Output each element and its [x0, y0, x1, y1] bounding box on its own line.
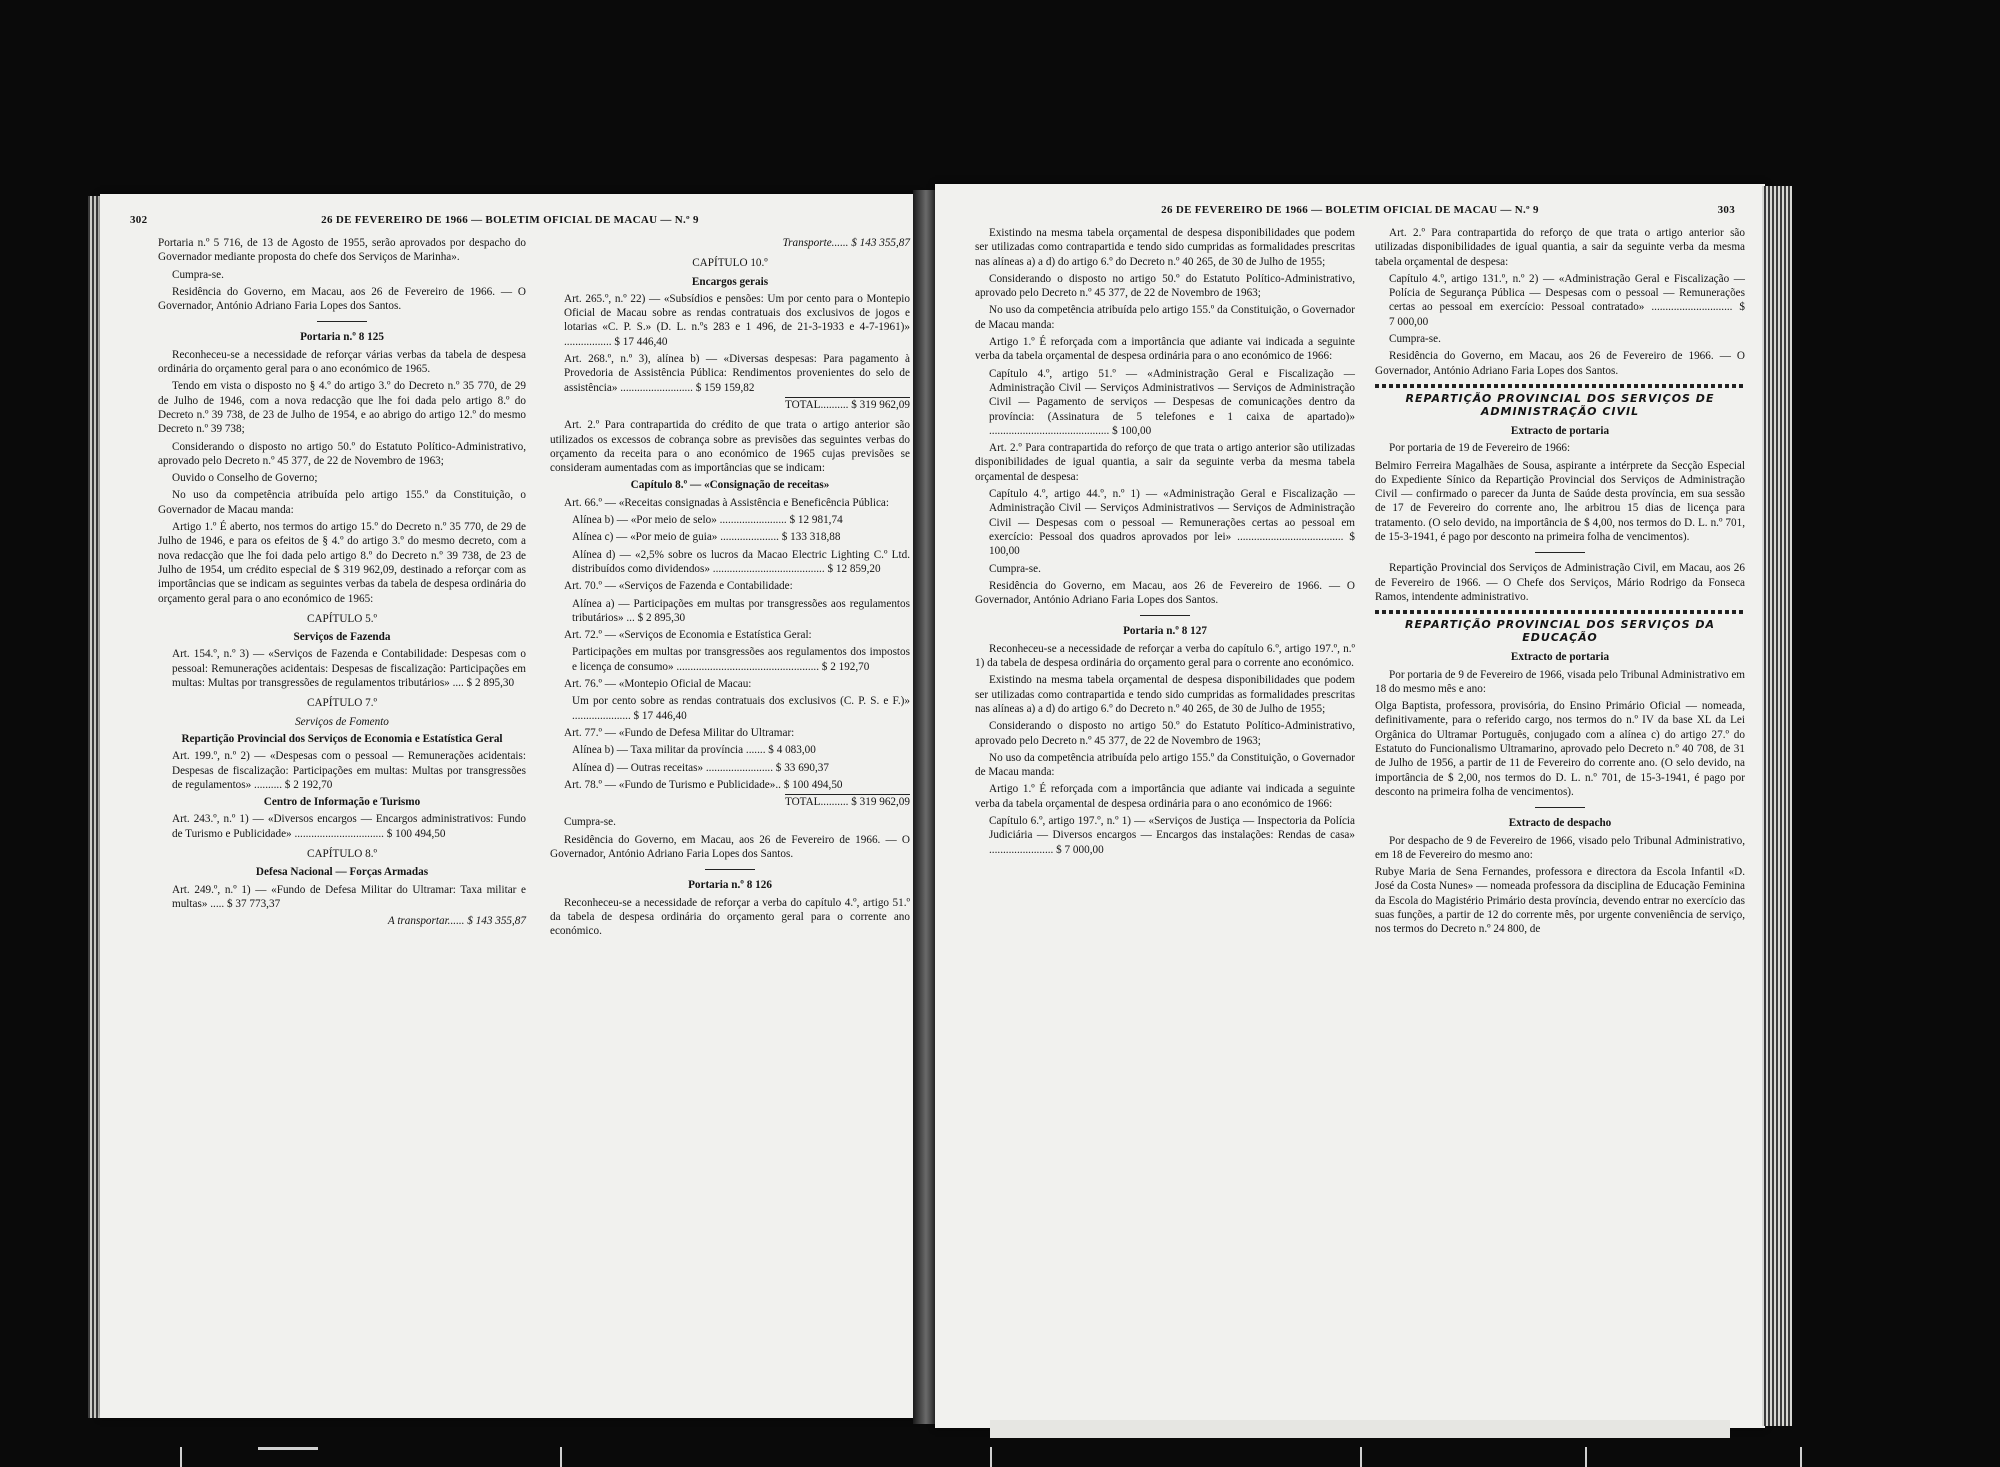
paragraph: Existindo na mesma tabela orçamental de despesa disponibilidades que podem ser utilizadas como contrapartida e tendo sido cumpridas as formalidades prescritas nas alíneas a) a d) do artigo 6.º do Decreto n.º 40 265, de 30 de Julho de 1955;: [975, 674, 1355, 715]
paragraph: Ouvido o Conselho de Governo;: [172, 472, 318, 485]
budget-item: Capítulo 4.º, artigo 44.º, n.º 1) — «Administração Geral e Fiscalização — Administração Civil — Serviços Administrativos — Serviços de Administração Civil — Despesas com o pessoal — Remunerações certas ao pessoal em exercício: Pessoal dos quadros aprovados por lei» ...................................... $ 100,00: [989, 488, 1355, 558]
scan-mark: [258, 1447, 318, 1450]
budget-item: Participações em multas por transgressões aos regulamentos dos impostos e licença de consumo» ................................................... $ 2 192,70: [572, 646, 910, 673]
divider: [1140, 615, 1190, 616]
budget-item: Alínea d) — Outras receitas» ........................ $ 33 690,37: [572, 761, 829, 774]
budget-item: Alínea c) — «Por meio de guia» ..................... $ 133 318,88: [572, 531, 841, 544]
left-page: [100, 194, 920, 1418]
section-heading: Repartição Provincial dos Serviços de Economia e Estatística Geral: [181, 732, 503, 745]
paragraph: No uso da competência atribuída pelo artigo 155.º da Constituição, o Governador de Macau manda:: [975, 751, 1355, 779]
paragraph: Residência do Governo, em Macau, aos 26 de Fevereiro de 1966. — O Governador, António Adriano Faria Lopes dos Santos.: [550, 833, 910, 860]
section-heading: Centro de Informação e Turismo: [263, 796, 421, 809]
paragraph: Portaria n.º 5 716, de 13 de Agosto de 1955, serão aprovados por despacho do Governador mediante proposta do chefe dos Serviços de Marinha».: [158, 237, 526, 264]
paragraph: Reconheceu-se a necessidade de reforçar a verba do capítulo 6.º, artigo 197.º, n.º 1) da tabela de despesa ordinária do orçamento geral para o corrente ano económico.: [975, 642, 1355, 670]
paragraph: Existindo na mesma tabela orçamental de despesa disponibilidades que podem ser utilizadas como contrapartida e tendo sido cumpridas as formalidades prescritas nas alíneas a) a d) do artigo 6.º do Decreto n.º 40 265, de 30 de Julho de 1955;: [975, 227, 1355, 268]
budget-item: Alínea d) — «2,5% sobre os lucros da Macao Electric Lighting C.º Ltd. distribuídos como dividendos» ........................................ $ 12 859,20: [572, 548, 910, 575]
scan-mark: [990, 1447, 992, 1467]
carried-over: Transporte...... $ 143 355,87: [782, 237, 910, 249]
extract-heading: Extracto de despacho: [1508, 817, 1612, 830]
paragraph: Cumpra-se.: [989, 562, 1041, 575]
paragraph: Art. 66.º — «Receitas consignadas à Assistência e Beneficência Pública:: [564, 496, 890, 509]
paragraph: Art. 2.º Para contrapartida do crédito de que trata o artigo anterior são utilizados os excessos de cobrança sobre as previsões das seguintes verbas do orçamento da receita para o ano económico de 1965 cujas previsões se consideram aumentadas com as importâncias que se indicam:: [550, 419, 910, 475]
ornamental-divider: [1375, 384, 1745, 388]
paragraph: Rubye Maria de Sena Fernandes, professora e directora da Escola Infantil «D. José da Costa Nunes» — nomeada professora da disciplina de Educação Feminina da Escola do Magistério Primário desta província, devendo entrar no exercício das suas funções, a partir de 12 do corrente mês, por urgente conveniência de serviço, nos termos do Decreto n.º 24 800, de: [1375, 866, 1745, 936]
paragraph: Art. 70.º — «Serviços de Fazenda e Contabilidade:: [564, 580, 793, 593]
left-column-1: [158, 236, 526, 928]
paragraph: Olga Baptista, professora, provisória, do Ensino Primário Oficial — nomeada, definitivamente, para o referido cargo, nos termos do n.º IV da base XL da Lei Orgânica do Ultramar Português, conjugado com a alínea c) do artigo 27.º do Estatuto do Funcionalismo Ultramarino, aprovado pelo Decreto n.º 40 708, de 31 de Julho de 1956, a partir de 11 de Fevereiro do corrente ano. (O selo devido, na importância de $ 2,00, nos termos do D. L. n.º 701, de 15-3-1941, é pago por desconto na primeira folha de vencimentos).: [1375, 700, 1745, 798]
divider: [1535, 807, 1585, 808]
chapter-subheading: Serviços de Fazenda: [293, 631, 391, 644]
paragraph: Por despacho de 9 de Fevereiro de 1966, visado pelo Tribunal Administrativo, em 18 de Fevereiro do mesmo ano:: [1375, 834, 1745, 861]
page-number: 303: [1717, 204, 1735, 216]
paragraph: Considerando o disposto no artigo 50.º do Estatuto Político-Administrativo, aprovado pelo Decreto n.º 45 377, de 22 de Novembro de 1963;: [975, 720, 1355, 747]
paragraph: Residência do Governo, em Macau, aos 26 de Fevereiro de 1966. — O Governador, António Adriano Faria Lopes dos Santos.: [975, 579, 1355, 607]
page-number: 302: [130, 214, 148, 226]
paragraph: Tendo em vista o disposto no § 4.º do artigo 3.º do Decreto n.º 35 770, de 29 de Julho de 1946, com a nova redacção que lhe foi dada pelo artigo 8.º do Decreto n.º 39 738, de 23 de Julho de 1954, e ao abrigo do artigo 12.º do mesmo Decreto n.º 39 738;: [158, 380, 526, 436]
paragraph: Art. 72.º — «Serviços de Economia e Estatística Geral:: [564, 629, 812, 642]
scan-mark: [1800, 1447, 1802, 1467]
budget-item: Alínea b) — Taxa militar da província ....... $ 4 083,00: [572, 744, 816, 757]
right-book-edges: [1762, 186, 1792, 1426]
ornamental-divider: [1375, 610, 1745, 614]
department-heading: REPARTIÇÃO PROVINCIAL DOS SERVIÇOS DA EDUCAÇÃO: [1405, 618, 1715, 645]
total-line: TOTAL.......... $ 319 962,09: [784, 398, 910, 411]
chapter-heading: CAPÍTULO 10.º: [692, 257, 768, 270]
portaria-title: Portaria n.º 8 127: [1123, 625, 1207, 638]
portaria-title: Portaria n.º 8 125: [300, 331, 384, 344]
budget-item: Art. 249.º, n.º 1) — «Fundo de Defesa Militar do Ultramar: Taxa militar e multas» ..... $ 37 773,37: [172, 883, 526, 910]
paragraph: Art. 76.º — «Montepio Oficial de Macau:: [564, 678, 752, 691]
divider: [1535, 552, 1585, 553]
scan-mark: [1585, 1447, 1587, 1467]
chapter-subheading: Encargos gerais: [691, 275, 769, 288]
budget-item: Capítulo 4.º, artigo 51.º — «Administração Geral e Fiscalização — Administração Civil — Serviços Administrativos — Serviços de Administração Civil — Pagamento de serviços — Despesas de comunicações dentro da província: (Assinatura de 5 telefones e 1 caixa de apartado)» ........................................... $ 100,00: [989, 367, 1355, 437]
budget-item: Art. 199.º, n.º 2) — «Despesas com o pessoal — Remunerações acidentais: Despesas de fiscalização: Participações em multas: Multas por transgressões de regulamentos» .......... $ 2 192,70: [172, 750, 526, 791]
paragraph: Belmiro Ferreira Magalhães de Sousa, aspirante a intérprete da Secção Especial do Expediente Sínico da Repartição Provincial dos Serviços de Administração Civil — confirmado o parecer da Junta de Saúde desta província, em sua sessão de 17 de Fevereiro do corrente ano, lhe arbitrou 15 dias de licença para tratamento. (O selo devido, na importância de $ 4,00, nos termos do D. L. n.º 701, de 15-3-1941, é pago por desconto na primeira folha de vencimentos).: [1375, 459, 1745, 544]
running-title: 26 DE FEVEREIRO DE 1966 — BOLETIM OFICIAL DE MACAU — N.º 9: [321, 214, 699, 226]
running-title: 26 DE FEVEREIRO DE 1966 — BOLETIM OFICIAL DE MACAU — N.º 9: [1161, 204, 1539, 216]
right-column-1: [975, 226, 1355, 860]
extract-heading: Extracto de portaria: [1510, 651, 1610, 664]
paragraph: Artigo 1.º É reforçada com a importância que adiante vai indicada a seguinte verba da tabela orçamental de despesa ordinária para o ano económico de 1966:: [975, 336, 1355, 363]
paragraph: Residência do Governo, em Macau, aos 26 de Fevereiro de 1966. — O Governador, António Adriano Faria Lopes dos Santos.: [158, 285, 526, 313]
paragraph: Reconheceu-se a necessidade de reforçar a verba do capítulo 4.º, artigo 51.º da tabela de despesa ordinária do orçamento geral para o corrente ano económico.: [550, 896, 910, 938]
chapter-subheading: Defesa Nacional — Forças Armadas: [255, 866, 429, 879]
scan-mark: [560, 1447, 562, 1467]
paragraph: Por portaria de 9 de Fevereiro de 1966, visada pelo Tribunal Administrativo em 18 do mesmo mês e ano:: [1375, 668, 1745, 695]
left-column-2: [550, 236, 910, 941]
paragraph: Art. 2.º Para contrapartida do reforço de que trata o artigo anterior são utilizadas disponibilidades de igual quantia, a sair da seguinte verba da mesma tabela orçamental de despesa:: [1375, 227, 1745, 268]
budget-item: Alínea b) — «Por meio de selo» ........................ $ 12 981,74: [572, 514, 843, 527]
paragraph: Cumpra-se.: [172, 268, 224, 281]
chapter-heading: CAPÍTULO 5.º: [307, 612, 377, 625]
chapter-subheading: Serviços de Fomento: [295, 715, 389, 728]
divider: [317, 321, 367, 322]
paragraph: Repartição Provincial dos Serviços de Administração Civil, em Macau, aos 26 de Fevereiro de 1966. — O Chefe dos Serviços, Mário Rodrigo da Fonseca Ramos, intendente administrativo.: [1375, 562, 1745, 603]
budget-item: Alínea a) — Participações em multas por transgressões aos regulamentos tributários» ... $ 2 895,30: [572, 597, 910, 624]
paragraph: Considerando o disposto no artigo 50.º do Estatuto Político-Administrativo, aprovado pelo Decreto n.º 45 377, de 22 de Novembro de 1963;: [975, 272, 1355, 300]
scan-mark: [180, 1447, 182, 1467]
paragraph: Residência do Governo, em Macau, aos 26 de Fevereiro de 1966. — O Governador, António Adriano Faria Lopes dos Santos.: [1375, 350, 1745, 377]
paragraph: No uso da competência atribuída pelo artigo 155.º da Constituição, o Governador de Macau manda:: [158, 489, 526, 516]
paragraph: Considerando o disposto no artigo 50.º do Estatuto Político-Administrativo, aprovado pelo Decreto n.º 45 377, de 22 de Novembro de 1963;: [158, 440, 526, 467]
extract-heading: Extracto de portaria: [1510, 424, 1610, 437]
budget-item: Art. 265.º, n.º 22) — «Subsídios e pensões: Um por cento para o Montepio Oficial de Macau sobre as rendas contratuais dos exclusivos de jogos e lotarias «C. P. S.» (D. L. n.ºs 283 e 1 496, de 21-3-1933 e 4-7-1961)» ................. $ 17 446,40: [564, 292, 910, 348]
budget-item: Um por cento sobre as rendas contratuais dos exclusivos (C. P. S. e F.)» ..................... $ 17 446,40: [572, 695, 910, 722]
budget-item: Art. 78.º — «Fundo de Turismo e Publicidade».. $ 100 494,50: [564, 778, 843, 791]
paragraph: Art. 2.º Para contrapartida do reforço de que trata o artigo anterior são utilizadas disponibilidades de igual quantia, a sair da seguinte verba da mesma tabela orçamental de despesa:: [975, 442, 1355, 483]
budget-item: Capítulo 4.º, artigo 131.º, n.º 2) — «Administração Geral e Fiscalização — Polícia de Segurança Pública — Despesas com o pessoal — Remunerações certas ao pessoal em exercício: Pessoal contratado» ............................. $ 7 000,00: [1389, 272, 1745, 328]
budget-item: Art. 154.º, n.º 3) — «Serviços de Fazenda e Contabilidade: Despesas com o pessoal: Remunerações acidentais: Despesas de fiscalização: Participações em multas: Multas por transgressões de regulamentos tributários» .... $ 2 895,30: [172, 648, 526, 690]
scan-mark: [1360, 1447, 1362, 1467]
paragraph: Cumpra-se.: [564, 816, 616, 829]
paragraph: Art. 77.º — «Fundo de Defesa Militar do Ultramar:: [564, 726, 795, 739]
carry-forward: A transportar...... $ 143 355,87: [387, 915, 526, 928]
scan-border-marks: [0, 1445, 2000, 1467]
paragraph: Por portaria de 19 de Fevereiro de 1966:: [1389, 442, 1571, 455]
right-page: [935, 184, 1765, 1428]
chapter-heading: CAPÍTULO 7.º: [307, 697, 377, 710]
budget-item: Art. 268.º, n.º 3), alínea b) — «Diversas despesas: Para pagamento à Provedoria de Assistência Pública: Rendimentos provenientes do selo de assistência» .......................... $ 159 159,82: [564, 353, 910, 394]
paragraph: Artigo 1.º É aberto, nos termos do artigo 15.º do Decreto n.º 35 770, de 29 de Julho de 1946, e para os efeitos de § 4.º do artigo 3.º do mesmo decreto, com a nova redacção que lhe foi dada pelo artigo 8.º do Decreto n.º 39 738, de 23 de Julho de 1954, um crédito especial de $ 319 962,09, destinado a reforçar com as importâncias que se indicam as seguintes verbas da tabela de despesa ordinária do orçamento geral para o ano económico de 1965:: [158, 521, 526, 605]
budget-item: Art. 243.º, n.º 1) — «Diversos encargos — Encargos administrativos: Fundo de Turismo e Publicidade» ................................ $ 100 494,50: [172, 813, 526, 840]
paragraph: Cumpra-se.: [1389, 333, 1441, 346]
paragraph: No uso da competência atribuída pelo artigo 155.º da Constituição, o Governador de Macau manda:: [975, 304, 1355, 331]
paragraph: Artigo 1.º É reforçada com a importância que adiante vai indicada a seguinte verba da tabela orçamental de despesa ordinária para o ano económico de 1966:: [975, 783, 1355, 810]
page-bottom-edge: [990, 1420, 1730, 1438]
chapter-heading: CAPÍTULO 8.º: [307, 847, 377, 860]
total-line: TOTAL.......... $ 319 962,09: [784, 796, 910, 809]
divider: [705, 869, 755, 870]
budget-item: Capítulo 6.º, artigo 197.º, n.º 1) — «Serviços de Justiça — Inspectoria da Polícia Judiciária — Diversos encargos — Encargos das instalações: Rendas de casa» ....................... $ 7 000,00: [989, 814, 1355, 856]
department-heading: REPARTIÇÃO PROVINCIAL DOS SERVIÇOS DE ADMINISTRAÇÃO CIVIL: [1405, 391, 1715, 418]
portaria-title: Portaria n.º 8 126: [688, 879, 772, 892]
paragraph: Reconheceu-se a necessidade de reforçar várias verbas da tabela de despesa ordinária do orçamento geral para o ano económico de 1965.: [158, 348, 526, 376]
chapter-heading: Capítulo 8.º — «Consignação de receitas»: [630, 479, 830, 492]
right-column-2: [1375, 226, 1745, 940]
